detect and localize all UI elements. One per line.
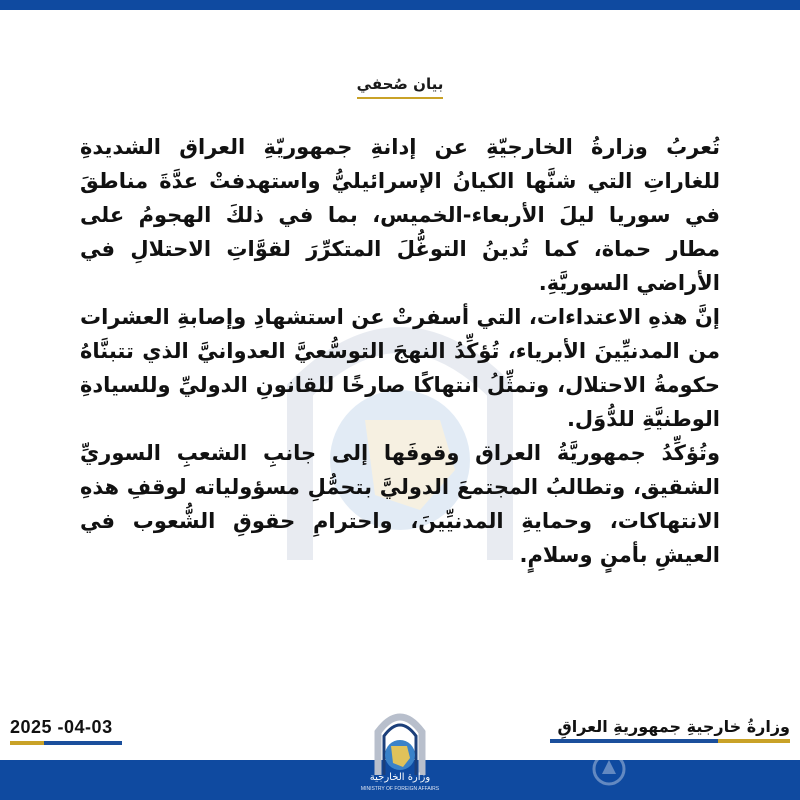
date-underline bbox=[10, 741, 122, 745]
ministry-block bbox=[550, 717, 790, 743]
date-text: 2025 -04-03 bbox=[10, 717, 113, 737]
corner-logo-icon bbox=[592, 752, 626, 786]
paragraph: إنَّ هذهِ الاعتداءات، التي أسفرتْ عن استشهادِ وإصابةِ العشرات من المدنيِّينَ الأبرياء، تُؤكِّدُ النهجَ التوسُّعيَّ العدوانيَّ الذي تتبنَّاهُ حكومةُ الاحتلال، وتمثِّلُ انتهاكًا صارخًا للقانونِ الدوليِّ وللسيادةِ الوطنيَّةِ للدُّوَل. bbox=[80, 305, 720, 431]
statement-body bbox=[80, 130, 720, 572]
ministry-underline bbox=[550, 739, 790, 743]
top-bar bbox=[0, 0, 800, 10]
heading bbox=[0, 74, 800, 99]
paragraph: وتُؤكِّدُ جمهوريَّةُ العراق وقوفَها إلى جانبِ الشعبِ السوريِّ الشقيق، وتطالبُ المجتمعَ الدوليَّ بتحمُّلِ مسؤولياته لوقفِ هذهِ الانتهاكات، وحمايةِ المدنيِّينَ، واحترامِ حقوقِ الشُّعوب في العيشِ بأمنٍ وسلامٍ. bbox=[80, 441, 720, 567]
heading-text: بيان صُحفي bbox=[357, 75, 444, 99]
date-block bbox=[10, 717, 122, 745]
logo-subtext: MINISTRY OF FOREIGN AFFAIRS bbox=[360, 786, 440, 792]
ministry-name: وزارةُ خارجيةِ جمهوريةِ العراقِ bbox=[557, 717, 790, 736]
logo-text: وزارة الخارجية bbox=[369, 772, 431, 783]
paragraph: تُعربُ وزارةُ الخارجيّةِ عن إدانةِ جمهوريّةِ العراق الشديدةِ للغاراتِ التي شنَّها الكيانُ الإسرائيليُّ واستهدفتْ عدَّةَ مناطقَ في سوريا ليلَ الأربعاء-الخميس، بما في ذلكَ الهجومُ على مطار حماة، كما تُدينُ التوغُّلَ المتكرِّرَ لقوَّاتِ الاحتلالِ في الأراضي السوريَّةِ. bbox=[80, 135, 720, 295]
